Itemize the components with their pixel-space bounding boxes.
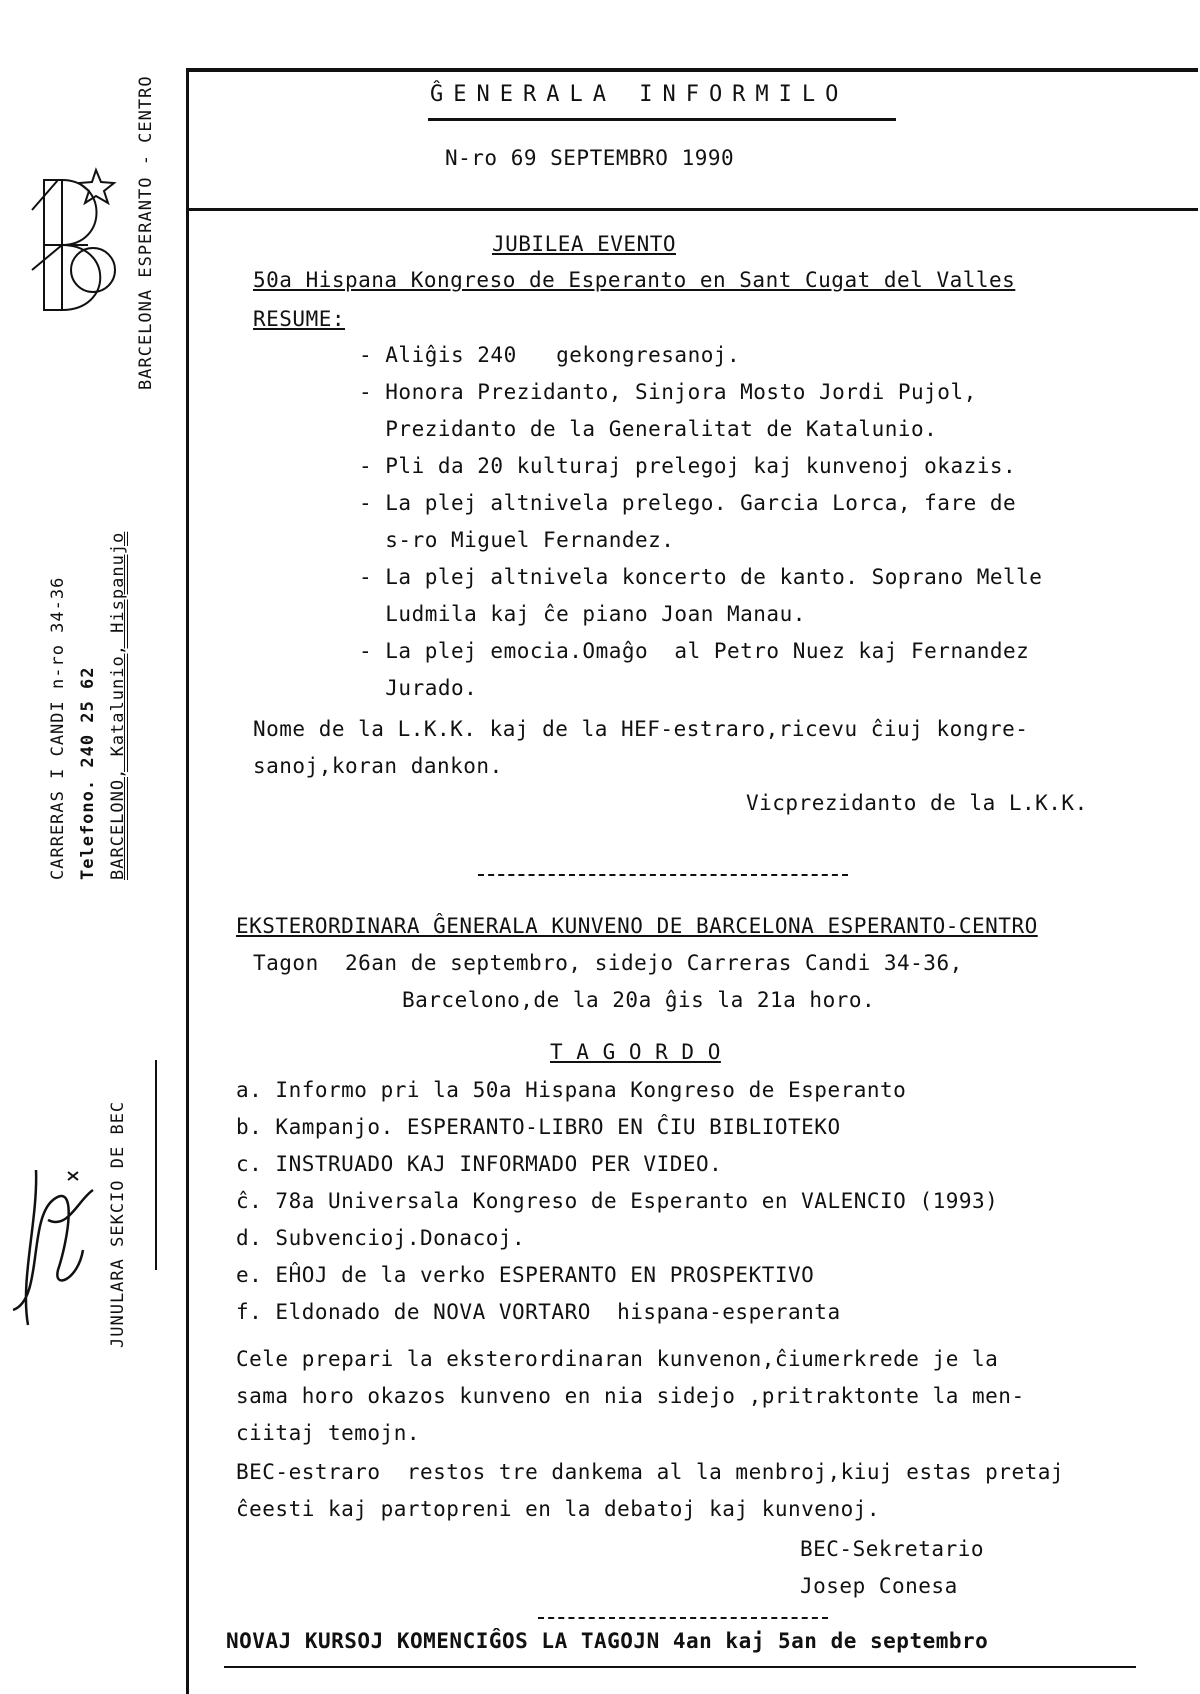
sidebar-rule bbox=[155, 1060, 157, 1270]
resume-line: Prezidanto de la Generalitat de Katalunio. bbox=[359, 417, 938, 441]
separator bbox=[478, 874, 848, 876]
agenda-item: c. INSTRUADO KAJ INFORMADO PER VIDEO. bbox=[236, 1152, 723, 1176]
newsletter-title: ĜENERALA INFORMILO bbox=[430, 82, 849, 107]
top-border-line bbox=[186, 68, 1198, 72]
resume-line: - La plej altnivela koncerto de kanto. Soprano Melle bbox=[359, 565, 1043, 589]
paragraph-line: ĉeesti kaj partopreni en la debatoj kaj kunvenoj. bbox=[236, 1497, 881, 1521]
resume-line: s-ro Miguel Fernandez. bbox=[359, 528, 675, 552]
resume-line: Ludmila kaj ĉe piano Joan Manau. bbox=[359, 602, 806, 626]
agenda-item: f. Eldonado de NOVA VORTARO hispana-esperanta bbox=[236, 1300, 841, 1324]
org-name-vertical: BARCELONA ESPERANTO - CENTRO bbox=[136, 75, 156, 390]
agenda-item: d. Subvencioj.Donacoj. bbox=[236, 1226, 526, 1250]
section1-heading: JUBILEA EVENTO bbox=[492, 232, 677, 256]
agenda-item: b. Kampanjo. ESPERANTO-LIBRO EN ĈIU BIBLIOTEKO bbox=[236, 1115, 841, 1139]
secretary-role: BEC-Sekretario bbox=[800, 1537, 985, 1561]
left-border-line bbox=[186, 70, 189, 1694]
agenda-item: e. EĤOJ de la verko ESPERANTO EN PROSPEKTIVO bbox=[236, 1263, 815, 1287]
resume-line: - Honora Prezidanto, Sinjora Mosto Jordi Pujol, bbox=[359, 380, 977, 404]
header-divider bbox=[186, 208, 1198, 211]
congress-subheading: 50a Hispana Kongreso de Esperanto en Sant Cugat del Valles bbox=[253, 268, 1016, 292]
paragraph-line: sama horo okazos kunveno en nia sidejo ,pritraktonte la men- bbox=[236, 1384, 1025, 1408]
thanks-line: Nome de la L.K.K. kaj de la HEF-estraro,ricevu ĉiuj kongre- bbox=[253, 717, 1029, 741]
meeting-time-line: Barcelono,de la 20a ĝis la 21a horo. bbox=[402, 988, 876, 1012]
meeting-date-line: Tagon 26an de septembro, sidejo Carreras Candi 34-36, bbox=[253, 951, 963, 975]
resume-line: - La plej altnivela prelego. Garcia Lorca, fare de bbox=[359, 491, 1017, 515]
phone-vertical: Telefono. 240 25 62 bbox=[78, 666, 98, 880]
meeting-heading: EKSTERORDINARA ĜENERALA KUNVENO DE BARCELONA ESPERANTO-CENTRO bbox=[236, 914, 1038, 938]
resume-line: - La plej emocia.Omaĝo al Petro Nuez kaj Fernandez bbox=[359, 639, 1030, 663]
resume-line: - Aliĝis 240 gekongresanoj. bbox=[359, 343, 741, 367]
bec-logo bbox=[18, 150, 128, 340]
paragraph-line: BEC-estraro restos tre dankema al la menbroj,kiuj estas pretaj bbox=[236, 1460, 1065, 1484]
resume-line: Jurado. bbox=[359, 676, 478, 700]
paragraph-line: ciitaj temojn. bbox=[236, 1421, 421, 1445]
agenda-item: ĉ. 78a Universala Kongreso de Esperanto en VALENCIO (1993) bbox=[236, 1189, 999, 1213]
footer-underline bbox=[224, 1666, 1136, 1668]
separator bbox=[538, 1617, 828, 1619]
section1-signature: Vicprezidanto de la L.K.K. bbox=[746, 791, 1088, 815]
thanks-line: sanoj,koran dankon. bbox=[253, 754, 503, 778]
handwritten-signature bbox=[8, 1160, 98, 1330]
resume-line: - Pli da 20 kulturaj prelegoj kaj kunvenoj okazis. bbox=[359, 454, 1017, 478]
resume-label: RESUME: bbox=[253, 307, 346, 331]
agenda-title: T A G O R D O bbox=[550, 1040, 721, 1064]
title-underline bbox=[428, 118, 896, 121]
courses-notice: NOVAJ KURSOJ KOMENCIĜOS LA TAGOJN 4an kaj 5an de septembro bbox=[226, 1629, 989, 1653]
agenda-item: a. Informo pri la 50a Hispana Kongreso de Esperanto bbox=[236, 1078, 907, 1102]
city-vertical: BARCELONO, Katalunio, Hispanujo bbox=[108, 531, 128, 880]
address-vertical: CARRERAS I CANDI n-ro 34-36 bbox=[48, 576, 68, 880]
paragraph-line: Cele prepari la eksterordinaran kunvenon,ĉiumerkrede je la bbox=[236, 1347, 999, 1371]
issue-line: N-ro 69 SEPTEMBRO 1990 bbox=[445, 146, 735, 170]
youth-section-vertical: JUNULARA SEKCIO DE BEC bbox=[108, 1100, 128, 1348]
secretary-name: Josep Conesa bbox=[800, 1574, 958, 1598]
